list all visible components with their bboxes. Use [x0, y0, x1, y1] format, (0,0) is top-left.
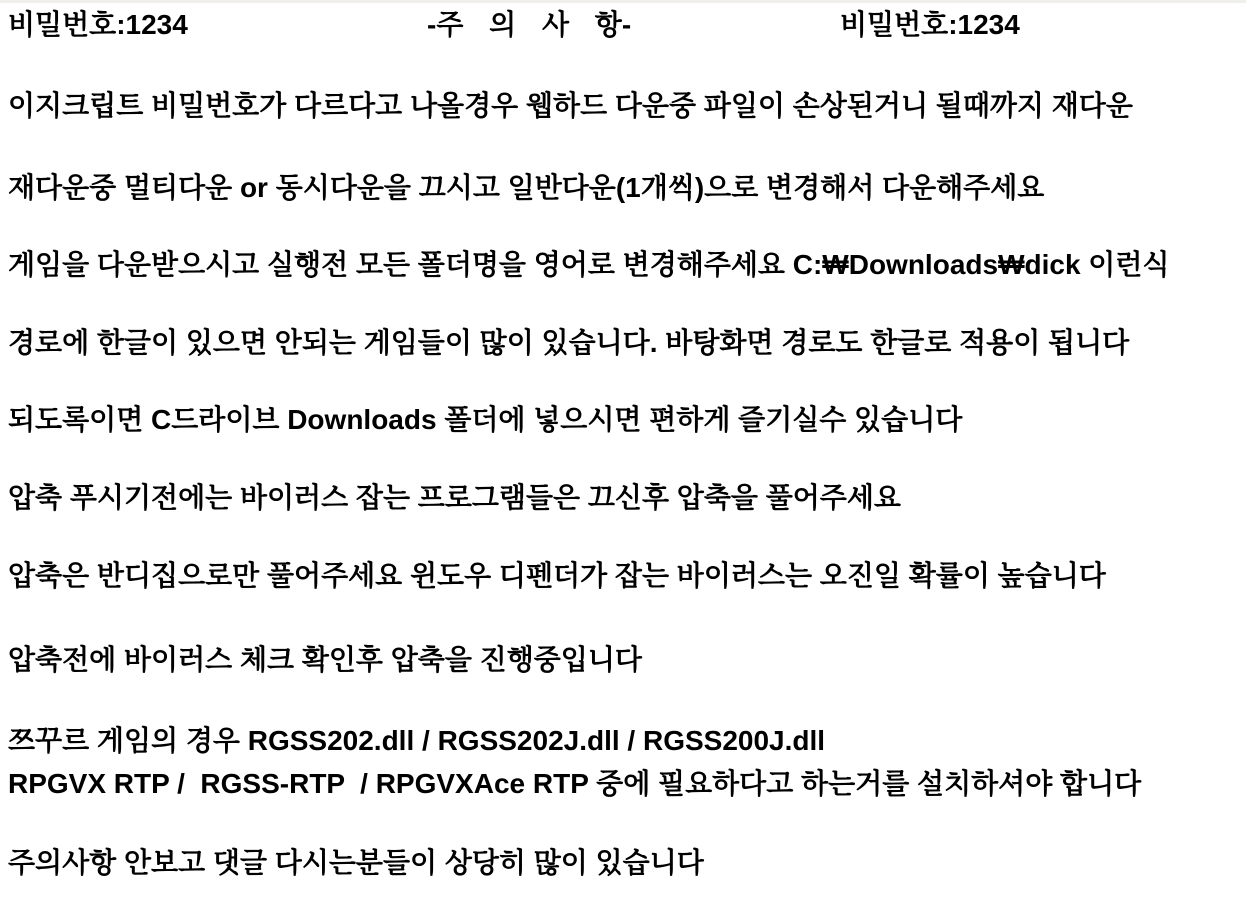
notice-line-read-warning: 주의사항 안보고 댓글 다시는분들이 상당히 많이 있습니다 — [8, 847, 704, 878]
notice-line-multidown: 재다운중 멀티다운 or 동시다운을 끄시고 일반다운(1개씩)으로 변경해서 다운해주세요 — [8, 172, 1045, 203]
notice-line-rgss-dll: 쯔꾸르 게임의 경우 RGSS202.dll / RGSS202J.dll / RGSS200J.dll — [8, 725, 826, 756]
notice-line-rtp-install: RPGVX RTP / RGSS-RTP / RPGVXAce RTP 중에 필요하다고 하는거를 설치하셔야 합니다 — [8, 768, 1142, 799]
password-label-right: 비밀번호:1234 — [840, 9, 1020, 40]
notice-line-virus-check: 압축전에 바이러스 체크 확인후 압축을 진행중입니다 — [8, 644, 642, 675]
password-label-left: 비밀번호:1234 — [8, 9, 188, 40]
notice-line-c-drive: 되도록이면 C드라이브 Downloads 폴더에 넣으시면 편하게 즐기실수 있습니다 — [8, 404, 963, 435]
notice-line-antivirus-off: 압축 푸시기전에는 바이러스 잡는 프로그램들은 끄신후 압축을 풀어주세요 — [8, 482, 901, 513]
notice-line-redownload: 이지크립트 비밀번호가 다르다고 나올경우 웹하드 다운중 파일이 손상된거니 될때까지 재다운 — [8, 90, 1133, 121]
notice-line-bandizip: 압축은 반디집으로만 풀어주세요 윈도우 디펜더가 잡는 바이러스는 오진일 확률이 높습니다 — [8, 560, 1106, 591]
notice-title: -주 의 사 항- — [427, 9, 632, 40]
top-edge-artifact — [0, 0, 1246, 3]
notice-line-korean-path: 경로에 한글이 있으면 안되는 게임들이 많이 있습니다. 바탕화면 경로도 한글로 적용이 됩니다 — [8, 327, 1130, 358]
notice-line-rename-folder: 게임을 다운받으시고 실행전 모든 폴더명을 영어로 변경해주세요 C:₩Downloads₩dick 이런식 — [8, 249, 1170, 280]
